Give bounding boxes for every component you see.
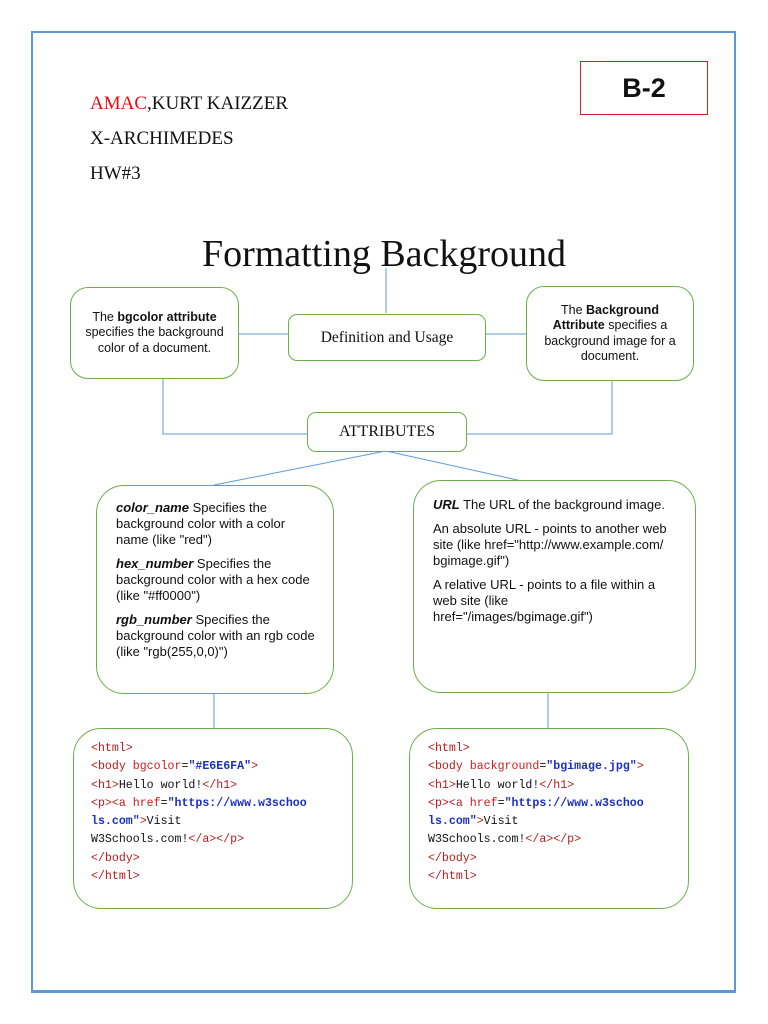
- code-token: <html>: [428, 742, 470, 755]
- code-token: <body: [428, 760, 463, 774]
- code-token: Visit: [146, 815, 182, 829]
- student-name: [90, 93, 288, 115]
- definition-usage-box: [288, 314, 486, 361]
- right-def-bold: Background Attribute: [552, 302, 659, 332]
- code-token: >: [476, 815, 484, 829]
- code-token: =: [160, 796, 168, 810]
- right-def-pre: The: [561, 302, 587, 317]
- left-def-pre: The: [92, 309, 118, 324]
- code-token: </h1>: [202, 778, 238, 792]
- code-token: </h1>: [539, 778, 575, 792]
- code-token: "https://www.w3schoo: [504, 796, 644, 810]
- code-token: background: [462, 760, 540, 774]
- attr-desc: The URL of the background image.: [459, 497, 665, 512]
- color-attributes-box: [96, 485, 334, 694]
- badge: B-2: [580, 61, 708, 115]
- code-token: W3Schools.com!: [91, 833, 189, 847]
- code-token: <p>: [91, 796, 112, 810]
- attr-desc: Specifies the background color with an rgb code (like "rgb(255,0,0)"): [116, 612, 315, 659]
- attributes-label: ATTRIBUTES: [339, 423, 435, 440]
- url-attributes-box: [413, 480, 696, 693]
- attr-item: An absolute URL - points to another web site (like href="http://www.example.com/ bgimage.gif"): [433, 521, 667, 568]
- attr-item: A relative URL - points to a file within a web site (like href="/images/bgimage.gif"): [433, 577, 656, 624]
- background-code-example: [409, 728, 689, 909]
- code-token: ls.com": [428, 815, 477, 829]
- code-token: =: [539, 760, 547, 774]
- attr-desc: Specifies the background color with a color name (like "red"): [116, 500, 286, 547]
- code-token: "https://www.w3schoo: [167, 796, 307, 810]
- surname: AMAC: [90, 93, 148, 114]
- attr-item: [116, 556, 321, 604]
- attr-term: rgb_number: [116, 612, 192, 627]
- left-def-post: specifies the background color of a document.: [85, 325, 224, 355]
- attributes-left-branch: [214, 451, 386, 485]
- bgcolor-definition-box: [70, 287, 239, 379]
- code-token: <p>: [428, 796, 449, 810]
- attr-item: [433, 497, 671, 513]
- code-token: href: [125, 796, 161, 810]
- code-token: >: [251, 760, 259, 774]
- code-token: </p>: [216, 833, 245, 847]
- right-to-attributes-connector: [467, 380, 612, 434]
- attr-item: [116, 612, 321, 660]
- code-token: <html>: [91, 742, 133, 755]
- left-to-attributes-connector: [163, 378, 307, 434]
- attr-term: URL: [433, 497, 460, 512]
- code-token: <body: [91, 760, 126, 774]
- background-definition-box: [526, 286, 694, 381]
- code-token: <h1>: [428, 778, 456, 792]
- bgcolor-code-example: [73, 728, 353, 909]
- code-token: Visit: [483, 815, 519, 829]
- code-token: W3Schools.com!: [428, 833, 526, 847]
- name-rest: ,KURT KAIZZER: [147, 93, 289, 114]
- section-label: X-ARCHIMEDES: [90, 128, 234, 149]
- code-token: </a>: [188, 833, 217, 847]
- code-token: Hello world!: [118, 778, 203, 792]
- code-token: href: [462, 796, 498, 810]
- homework-label: HW#3: [90, 163, 141, 184]
- code-token: Hello world!: [455, 778, 540, 792]
- attributes-box: [307, 412, 467, 452]
- right-def-post: specifies a background image for a document.: [544, 318, 676, 363]
- code-token: <h1>: [91, 778, 119, 792]
- attr-item: [116, 500, 321, 548]
- code-token: </body>: [91, 851, 140, 865]
- definition-usage-label: Definition and Usage: [320, 328, 454, 346]
- code-token: ls.com": [91, 815, 140, 829]
- attr-desc: Specifies the background color with a hex code (like "#ff0000"): [116, 556, 310, 603]
- page-title: Formatting Background: [201, 233, 567, 275]
- code-token: </body>: [428, 851, 477, 865]
- code-token: </p>: [553, 833, 582, 847]
- code-token: </a>: [525, 833, 554, 847]
- attr-term: hex_number: [116, 556, 194, 571]
- code-token: <a: [111, 796, 126, 810]
- attr-term: color_name: [116, 500, 189, 515]
- code-token: "bgimage.jpg": [546, 760, 637, 774]
- code-token: "#E6E6FA": [188, 760, 252, 774]
- code-token: =: [181, 760, 189, 774]
- code-token: >: [139, 815, 147, 829]
- code-token: =: [497, 796, 505, 810]
- code-token: bgcolor: [125, 760, 182, 774]
- code-token: <a: [448, 796, 463, 810]
- code-token: </html>: [91, 870, 140, 884]
- code-token: </html>: [428, 870, 477, 884]
- code-token: >: [636, 760, 644, 774]
- left-def-bold: bgcolor attribute: [117, 309, 217, 324]
